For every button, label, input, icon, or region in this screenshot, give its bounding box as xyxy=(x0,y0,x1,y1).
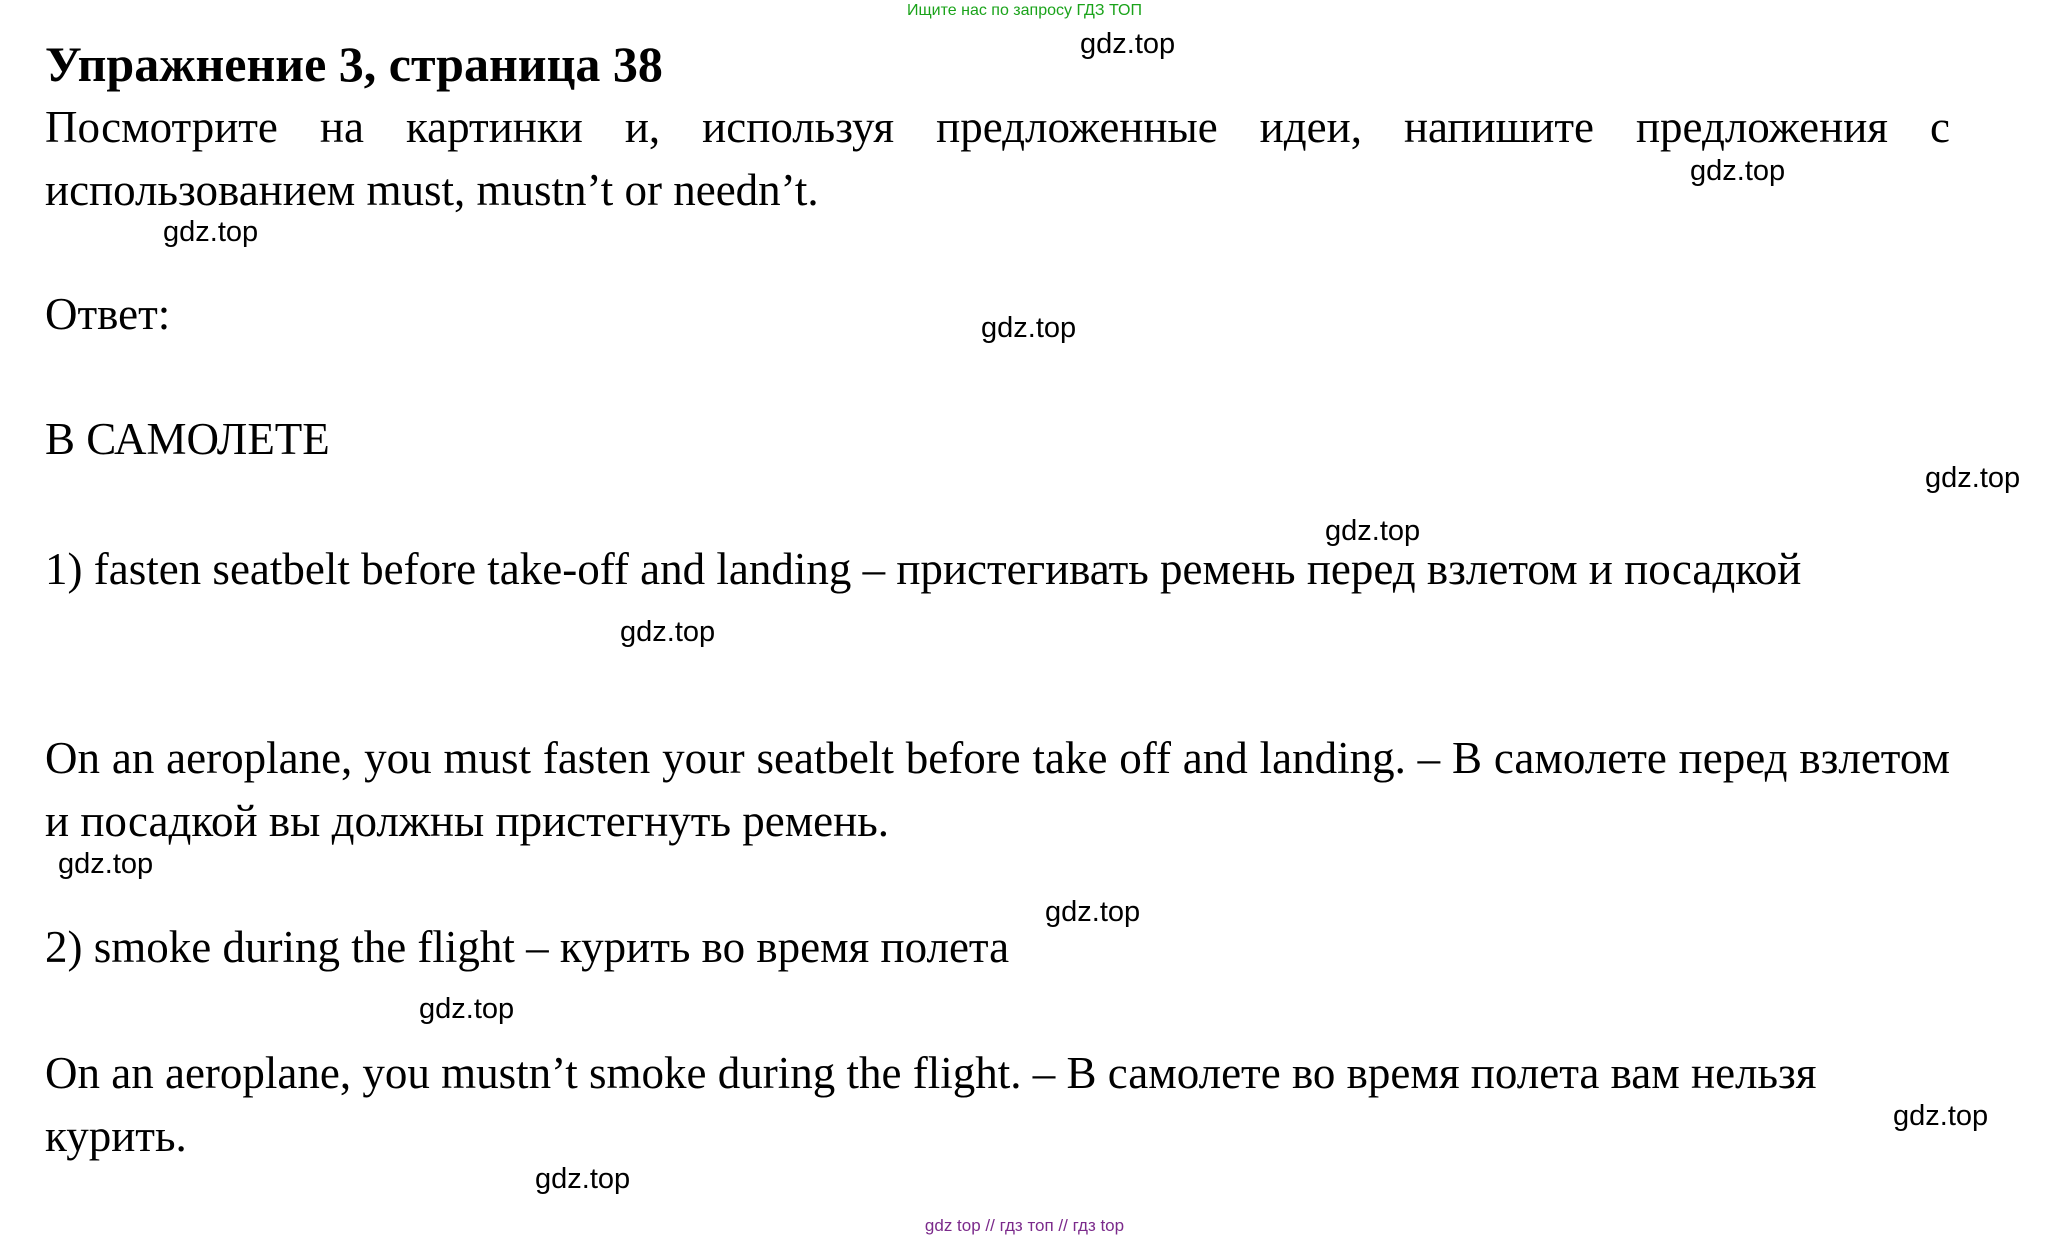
instruction-text: Посмотрите на картинки и, используя предложенные идеи, напишите предложения с использованием must, mustn’t or needn’t. xyxy=(45,102,1950,215)
watermark: gdz.top xyxy=(1893,1100,1989,1132)
section-heading: В САМОЛЕТЕ xyxy=(45,414,330,464)
watermark: gdz.top xyxy=(163,216,259,248)
footer-watermark: gdz top // гдз топ // гдз top xyxy=(924,1216,1125,1235)
answer-label: Ответ: xyxy=(45,289,171,339)
page-title: Упражнение 3, страница 38 xyxy=(45,36,663,92)
search-hint: Ищите нас по запросу ГДЗ ТОП xyxy=(907,2,1142,19)
item-1-prompt: 1) fasten seatbelt before take-off and landing – пристегивать ремень перед взлетом и посадкой xyxy=(45,544,1802,594)
watermark: gdz.top xyxy=(535,1163,631,1195)
watermark: gdz.top xyxy=(1325,515,1421,547)
watermark: gdz.top xyxy=(1080,28,1176,60)
watermark: gdz.top xyxy=(1925,462,2021,494)
watermark: gdz.top xyxy=(58,848,154,880)
watermark: gdz.top xyxy=(981,312,1077,344)
watermark: gdz.top xyxy=(620,616,716,648)
watermark: gdz.top xyxy=(1690,155,1786,187)
item-1-answer: On an aeroplane, you must fasten your seatbelt before take off and landing. – В самолете перед взлетом и посадкой вы должны пристегнуть ремень. xyxy=(45,733,1950,846)
item-2-answer: On an aeroplane, you mustn’t smoke during the flight. – В самолете во время полета вам нельзя курить. xyxy=(45,1048,1817,1161)
watermark: gdz.top xyxy=(1045,896,1141,928)
watermark: gdz.top xyxy=(419,993,515,1025)
item-2-prompt: 2) smoke during the flight – курить во время полета xyxy=(45,922,1010,972)
